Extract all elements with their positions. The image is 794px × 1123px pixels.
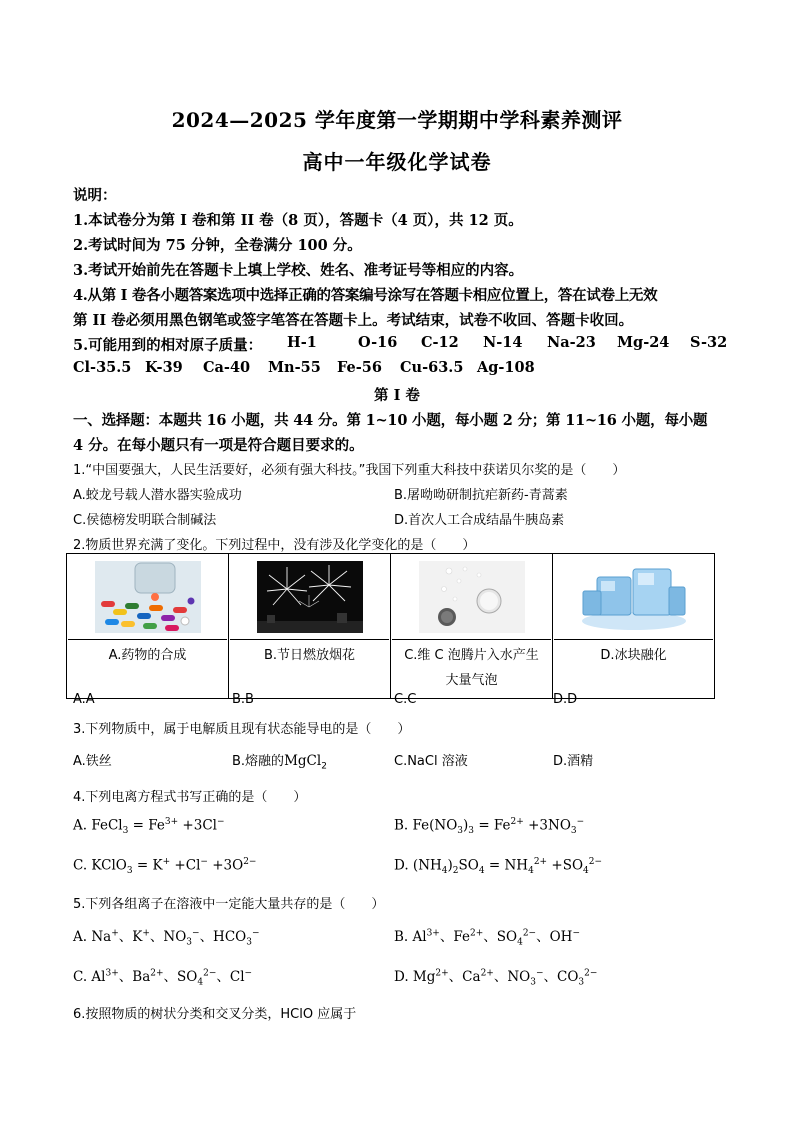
q2-caption-c-line1: C.维 C 泡腾片入水产生	[404, 648, 539, 663]
q2-cell-b	[229, 554, 391, 699]
part1-line2: 4 分。在每小题只有一项是符合题目要求的。	[73, 437, 364, 454]
q2-caption-d: D.冰块融化	[554, 639, 713, 672]
q6-stem: 6.按照物质的树状分类和交叉分类，HClO 应属于	[73, 1007, 357, 1022]
q2-cell-a	[67, 554, 229, 699]
q3-option-b-formula: MgCl	[284, 753, 322, 769]
ice-cubes-image	[581, 561, 687, 633]
mass-k: K-39	[145, 359, 183, 376]
q2-caption-a: A.药物的合成	[68, 639, 227, 672]
q3-option-b[interactable]	[232, 750, 327, 772]
fireworks-image	[257, 561, 363, 633]
q1-option-b[interactable]: B.屠呦呦研制抗疟新药-青蒿素	[394, 488, 568, 503]
note-5-label: 5.可能用到的相对原子质量：	[73, 337, 263, 354]
q3-stem: 3.下列物质中，属于电解质且现有状态能导电的是（ ）	[73, 722, 411, 737]
section-title: 第 I 卷	[374, 387, 420, 404]
mass-cl: Cl-35.5	[73, 359, 132, 376]
q4-option-d[interactable]: D. $(NH_4)_2SO_4 = NH_4^{2+} +SO_4^{2-}$	[394, 857, 603, 877]
q3-option-d[interactable]: D.酒精	[553, 754, 594, 769]
q4-stem: 4.下列电离方程式书写正确的是（ ）	[73, 790, 307, 805]
exam-subtitle: 高中一年级化学试卷	[302, 150, 492, 174]
note-1: 1.本试卷分为第 I 卷和第 II 卷（8 页），答题卡（4 页），共 12 页。	[73, 212, 523, 229]
mass-mg: Mg-24	[617, 334, 670, 351]
q3-option-b-subscript: 2	[321, 761, 327, 772]
mass-s: S-32	[690, 334, 728, 351]
q2-stem: 2.物质世界充满了变化。下列过程中，没有涉及化学变化的是（ ）	[73, 538, 476, 553]
q3-option-c[interactable]: C.NaCl 溶液	[394, 754, 468, 769]
q2-cell-d	[553, 554, 715, 699]
q5-option-b[interactable]: B. $Al^{3+}$、$Fe^{2+}$、$SO_4^{2-}$、OH−	[394, 928, 580, 948]
note-3: 3.考试开始前先在答题卡上填上学校、姓名、准考证号等相应的内容。	[73, 262, 524, 279]
q5-option-c[interactable]: C. $Al^{3+}$、$Ba^{2+}$、$SO_4^{2-}$、Cl−	[73, 968, 253, 988]
mass-na: Na-23	[547, 334, 596, 351]
q3-option-b-text: B.熔融的	[232, 754, 285, 769]
q2-option-a[interactable]: A.A	[73, 692, 95, 707]
note-2: 2.考试时间为 75 分钟，全卷满分 100 分。	[73, 237, 362, 254]
mass-n: N-14	[483, 334, 523, 351]
q5-option-d[interactable]: D. $Mg^{2+}$、$Ca^{2+}$、$NO_3^-$、$CO_3^{2-}$	[394, 968, 598, 988]
mass-o: O-16	[358, 334, 398, 351]
q5-stem: 5.下列各组离子在溶液中一定能大量共存的是（ ）	[73, 897, 385, 912]
q4-option-a[interactable]: A. FeCl$_3$ = $Fe^{3+} +3Cl^-$	[73, 817, 225, 837]
mass-c: C-12	[421, 334, 459, 351]
q2-option-d[interactable]: D.D	[553, 692, 578, 707]
pills-image	[95, 561, 201, 633]
q2-cell-c	[391, 554, 553, 699]
q2-option-c[interactable]: C.C	[394, 692, 417, 707]
q1-option-c[interactable]: C.侯德榜发明联合制碱法	[73, 513, 217, 528]
q1-stem: 1.“中国要强大，人民生活要好，必须有强大科技。”我国下列重大科技中获诺贝尔奖的是（ ）	[73, 463, 626, 478]
q2-caption-c	[392, 639, 551, 697]
note-5	[73, 334, 262, 355]
exam-title: 2024—2025 学年度第一学期期中学科素养测评	[171, 108, 623, 132]
mass-mn: Mn-55	[268, 359, 321, 376]
q2-caption-b: B.节日燃放烟花	[230, 639, 389, 672]
q2-image-table	[66, 553, 715, 699]
q4-option-c[interactable]: C. KClO$_3$ = $K^+ +Cl^- +3O^{2-}$	[73, 857, 257, 877]
mass-ag: Ag-108	[477, 359, 535, 376]
q4-option-b[interactable]: B. $Fe(NO_3)_3 = Fe^{2+} +3NO_3^-$	[394, 817, 585, 837]
q1-option-a[interactable]: A.蛟龙号载人潜水器实验成功	[73, 488, 242, 503]
mass-ca: Ca-40	[203, 359, 251, 376]
effervescent-tablet-image	[419, 561, 525, 633]
notes-label: 说明：	[73, 187, 117, 204]
q2-option-b[interactable]: B.B	[232, 692, 254, 707]
mass-fe: Fe-56	[337, 359, 382, 376]
note-4b: 第 II 卷必须用黑色钢笔或签字笔答在答题卡上。考试结束，试卷不收回、答题卡收回。	[73, 312, 634, 329]
note-4a: 4.从第 I 卷各小题答案选项中选择正确的答案编号涂写在答题卡相应位置上，答在试卷上无效	[73, 287, 658, 304]
mass-cu: Cu-63.5	[400, 359, 464, 376]
q2-caption-c-line2: 大量气泡	[445, 673, 498, 688]
part1-line1: 一、选择题：本题共 16 小题，共 44 分。第 1~10 小题，每小题 2 分；第 11~16 小题，每小题	[73, 412, 708, 429]
q3-option-a[interactable]: A.铁丝	[73, 754, 112, 769]
q1-option-d[interactable]: D.首次人工合成结晶牛胰岛素	[394, 513, 565, 528]
mass-h: H-1	[287, 334, 317, 351]
q5-option-a[interactable]: A. Na+、K+、$NO_3^-$、$HCO_3^-$	[73, 928, 260, 948]
